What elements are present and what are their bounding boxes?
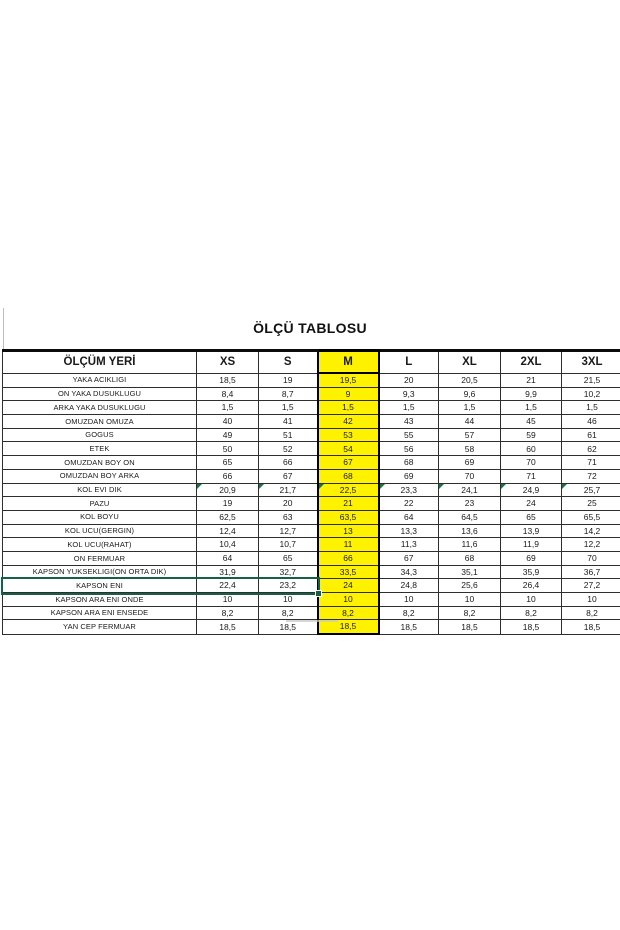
value-cell: 60 (501, 442, 562, 456)
value-cell: 18,5 (379, 620, 439, 634)
value-cell: 71 (562, 456, 620, 470)
value-cell: 43 (379, 415, 439, 429)
value-cell: 69 (501, 551, 562, 565)
value-cell: 65,5 (562, 510, 620, 524)
column-header: 3XL (562, 351, 620, 374)
value-cell: 10 (197, 593, 259, 607)
value-cell: 25,7 (562, 483, 620, 497)
value-cell: 45 (501, 415, 562, 429)
comment-flag-icon (197, 484, 202, 489)
value-cell: 10 (439, 593, 501, 607)
value-cell: 20 (379, 373, 439, 387)
value-cell: 24,1 (439, 483, 501, 497)
value-cell: 18,5 (197, 620, 259, 634)
value-cell: 18,5 (197, 373, 259, 387)
row-label-cell: GOGUS (3, 428, 197, 442)
value-cell: 18,5 (439, 620, 501, 634)
value-cell: 51 (259, 428, 318, 442)
value-cell: 10 (379, 593, 439, 607)
row-label-cell: OMUZDAN BOY ARKA (3, 469, 197, 483)
value-cell: 10,7 (259, 538, 318, 552)
value-cell: 1,5 (379, 401, 439, 415)
value-cell: 66 (318, 551, 379, 565)
row-label-cell: YAKA ACIKLIGI (3, 373, 197, 387)
row-label-cell: YAN CEP FERMUAR (3, 620, 197, 634)
value-cell: 10 (501, 593, 562, 607)
value-cell: 27,2 (562, 579, 620, 593)
value-cell: 35,1 (439, 565, 501, 579)
value-cell: 40 (197, 415, 259, 429)
table-row (3, 401, 620, 415)
value-cell: 8,2 (562, 606, 620, 620)
value-cell: 68 (318, 469, 379, 483)
value-cell: 1,5 (562, 401, 620, 415)
value-cell: 23 (439, 497, 501, 511)
value-cell: 56 (379, 442, 439, 456)
value-cell: 67 (379, 551, 439, 565)
value-cell: 35,9 (501, 565, 562, 579)
value-cell: 25 (562, 497, 620, 511)
row-label-cell: KOL EVI DIK (3, 483, 197, 497)
table-row (3, 606, 620, 620)
value-cell: 31,9 (197, 565, 259, 579)
row-label-cell: OMUZDAN BOY ON (3, 456, 197, 470)
column-header: XS (197, 351, 259, 374)
value-cell: 33,5 (318, 565, 379, 579)
value-cell: 19,5 (318, 373, 379, 387)
value-cell: 22,5 (318, 483, 379, 497)
value-cell: 8,2 (259, 606, 318, 620)
value-cell: 46 (562, 415, 620, 429)
value-cell: 55 (379, 428, 439, 442)
value-cell: 10,4 (197, 538, 259, 552)
column-header: L (379, 351, 439, 374)
value-cell: 65 (197, 456, 259, 470)
table-row (3, 387, 620, 401)
comment-flag-icon (562, 484, 567, 489)
value-cell: 24,8 (379, 579, 439, 593)
table-row (3, 538, 620, 552)
value-cell: 8,2 (439, 606, 501, 620)
header-row (3, 351, 620, 374)
table-row (3, 593, 620, 607)
value-cell: 12,4 (197, 524, 259, 538)
value-cell: 59 (501, 428, 562, 442)
column-header: ÖLÇÜM YERİ (3, 351, 197, 374)
highlight-border-smudge (286, 620, 338, 622)
table-row (3, 456, 620, 470)
value-cell: 14,2 (562, 524, 620, 538)
value-cell: 57 (439, 428, 501, 442)
value-cell: 65 (501, 510, 562, 524)
value-cell: 9,3 (379, 387, 439, 401)
value-cell: 9 (318, 387, 379, 401)
value-cell: 36,7 (562, 565, 620, 579)
value-cell: 65 (259, 551, 318, 565)
row-label-cell: ARKA YAKA DUSUKLUGU (3, 401, 197, 415)
value-cell: 8,2 (197, 606, 259, 620)
value-cell: 19 (197, 497, 259, 511)
value-cell: 69 (379, 469, 439, 483)
value-cell: 50 (197, 442, 259, 456)
value-cell: 72 (562, 469, 620, 483)
table-row (3, 428, 620, 442)
value-cell: 11 (318, 538, 379, 552)
value-cell: 10 (318, 593, 379, 607)
row-label-cell: KAPSON ENI (3, 579, 197, 593)
value-cell: 58 (439, 442, 501, 456)
value-cell: 1,5 (259, 401, 318, 415)
table-row (3, 497, 620, 511)
column-header: XL (439, 351, 501, 374)
size-table (2, 349, 620, 635)
table-row (3, 579, 620, 593)
value-cell: 8,4 (197, 387, 259, 401)
value-cell: 13 (318, 524, 379, 538)
value-cell: 24 (501, 497, 562, 511)
value-cell: 18,5 (501, 620, 562, 634)
value-cell: 21,7 (259, 483, 318, 497)
value-cell: 1,5 (439, 401, 501, 415)
value-cell: 9,9 (501, 387, 562, 401)
value-cell: 9,6 (439, 387, 501, 401)
value-cell: 18,5 (259, 620, 318, 634)
value-cell: 8,2 (379, 606, 439, 620)
value-cell: 70 (501, 456, 562, 470)
row-label-cell: OMUZDAN OMUZA (3, 415, 197, 429)
value-cell: 22 (379, 497, 439, 511)
value-cell: 64,5 (439, 510, 501, 524)
value-cell: 54 (318, 442, 379, 456)
value-cell: 68 (379, 456, 439, 470)
value-cell: 23,2 (259, 579, 318, 593)
value-cell: 12,2 (562, 538, 620, 552)
value-cell: 18,5 (562, 620, 620, 634)
comment-flag-icon (501, 484, 506, 489)
value-cell: 21 (501, 373, 562, 387)
value-cell: 49 (197, 428, 259, 442)
value-cell: 66 (197, 469, 259, 483)
value-cell: 63 (259, 510, 318, 524)
value-cell: 8,2 (318, 606, 379, 620)
table-body (3, 373, 620, 634)
row-label-cell: KAPSON YUKSEKLIGI(ON ORTA DIK) (3, 565, 197, 579)
value-cell: 8,2 (501, 606, 562, 620)
value-cell: 10 (562, 593, 620, 607)
value-cell: 63,5 (318, 510, 379, 524)
value-cell: 8,7 (259, 387, 318, 401)
value-cell: 1,5 (501, 401, 562, 415)
value-cell: 52 (259, 442, 318, 456)
value-cell: 34,3 (379, 565, 439, 579)
table-title: ÖLÇÜ TABLOSU (253, 320, 367, 336)
value-cell: 62,5 (197, 510, 259, 524)
table-row (3, 469, 620, 483)
value-cell: 24 (318, 579, 379, 593)
value-cell: 41 (259, 415, 318, 429)
value-cell: 20 (259, 497, 318, 511)
value-cell: 66 (259, 456, 318, 470)
value-cell: 19 (259, 373, 318, 387)
value-cell: 22,4 (197, 579, 259, 593)
value-cell: 69 (439, 456, 501, 470)
value-cell: 44 (439, 415, 501, 429)
column-header: M (318, 351, 379, 374)
comment-flag-icon (380, 484, 385, 489)
value-cell: 67 (259, 469, 318, 483)
value-cell: 26,4 (501, 579, 562, 593)
row-label-cell: KAPSON ARA ENI ENSEDE (3, 606, 197, 620)
value-cell: 64 (379, 510, 439, 524)
value-cell: 25,6 (439, 579, 501, 593)
value-cell: 62 (562, 442, 620, 456)
row-label-cell: KOL BOYU (3, 510, 197, 524)
value-cell: 11,3 (379, 538, 439, 552)
value-cell: 53 (318, 428, 379, 442)
row-label-cell: PAZU (3, 497, 197, 511)
row-label-cell: KAPSON ARA ENI ONDE (3, 593, 197, 607)
value-cell: 11,6 (439, 538, 501, 552)
comment-flag-icon (259, 484, 264, 489)
comment-flag-icon (319, 484, 324, 489)
table-row (3, 524, 620, 538)
value-cell: 70 (562, 551, 620, 565)
value-cell: 11,9 (501, 538, 562, 552)
value-cell: 32,7 (259, 565, 318, 579)
row-label-cell: KOL UCU(GERGIN) (3, 524, 197, 538)
value-cell: 21,5 (562, 373, 620, 387)
value-cell: 10 (259, 593, 318, 607)
comment-flag-icon (439, 484, 444, 489)
value-cell: 1,5 (318, 401, 379, 415)
table-row (3, 373, 620, 387)
value-cell: 10,2 (562, 387, 620, 401)
value-cell: 13,9 (501, 524, 562, 538)
value-cell: 21 (318, 497, 379, 511)
table-row (3, 442, 620, 456)
value-cell: 20,5 (439, 373, 501, 387)
value-cell: 20,9 (197, 483, 259, 497)
value-cell: 68 (439, 551, 501, 565)
row-label-cell: KOL UCU(RAHAT) (3, 538, 197, 552)
value-cell: 64 (197, 551, 259, 565)
column-header: S (259, 351, 318, 374)
table-row (3, 483, 620, 497)
table-row (3, 551, 620, 565)
value-cell: 67 (318, 456, 379, 470)
row-label-cell: ETEK (3, 442, 197, 456)
column-header: 2XL (501, 351, 562, 374)
table-row (3, 565, 620, 579)
value-cell: 71 (501, 469, 562, 483)
value-cell: 13,6 (439, 524, 501, 538)
value-cell: 61 (562, 428, 620, 442)
value-cell: 42 (318, 415, 379, 429)
value-cell: 24,9 (501, 483, 562, 497)
table-row (3, 620, 620, 634)
value-cell: 23,3 (379, 483, 439, 497)
value-cell: 1,5 (197, 401, 259, 415)
table-row (3, 415, 620, 429)
table-row (3, 510, 620, 524)
value-cell: 18,5 (318, 620, 379, 634)
row-label-cell: ON YAKA DUSUKLUGU (3, 387, 197, 401)
row-label-cell: ON FERMUAR (3, 551, 197, 565)
value-cell: 70 (439, 469, 501, 483)
value-cell: 12,7 (259, 524, 318, 538)
value-cell: 13,3 (379, 524, 439, 538)
